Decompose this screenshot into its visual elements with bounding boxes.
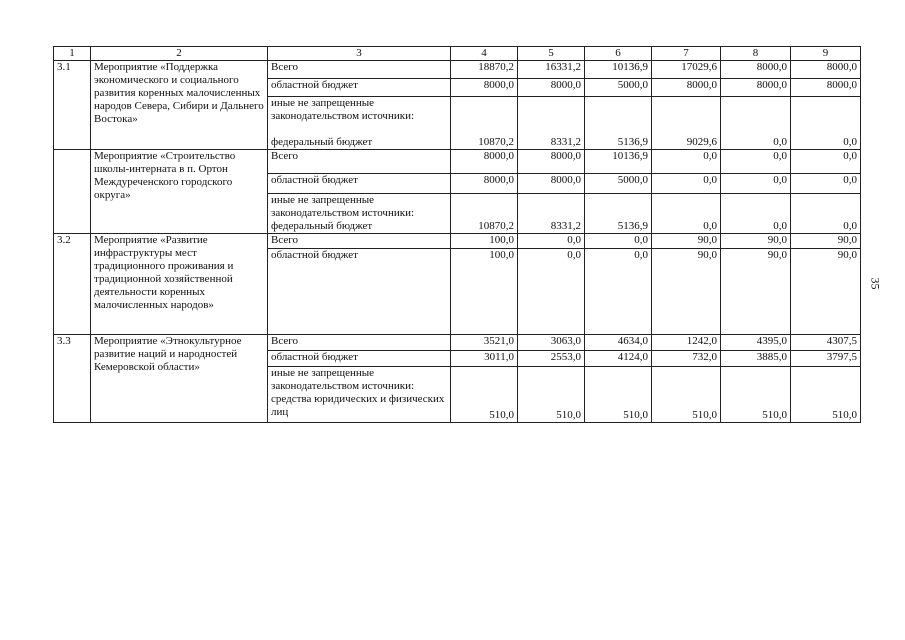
value-cell: 90,0 xyxy=(652,234,721,249)
header-cell: 7 xyxy=(652,47,721,61)
value-cell: 8000,0 xyxy=(518,150,585,174)
table-row xyxy=(54,234,861,249)
value-cell: 3521,0 xyxy=(451,335,518,351)
header-cell: 9 xyxy=(791,47,861,61)
funding-source: областной бюджет xyxy=(268,249,451,335)
value-cell: 8000,0 xyxy=(451,150,518,174)
value-cell: 9029,6 xyxy=(652,97,721,150)
value-cell: 100,0 xyxy=(451,234,518,249)
value-cell: 8000,0 xyxy=(721,61,791,79)
header-cell: 6 xyxy=(585,47,652,61)
value-cell: 0,0 xyxy=(518,249,585,335)
budget-table xyxy=(53,46,861,423)
value-cell: 0,0 xyxy=(791,97,861,150)
value-cell: 0,0 xyxy=(791,194,861,234)
value-cell: 4634,0 xyxy=(585,335,652,351)
value-cell: 3011,0 xyxy=(451,351,518,367)
value-cell: 2553,0 xyxy=(518,351,585,367)
value-cell: 10136,9 xyxy=(585,150,652,174)
value-cell: 0,0 xyxy=(652,174,721,194)
value-cell: 510,0 xyxy=(585,367,652,423)
value-cell: 8000,0 xyxy=(518,174,585,194)
value-cell: 5136,9 xyxy=(585,194,652,234)
value-cell: 90,0 xyxy=(791,249,861,335)
funding-source: иные не запрещенные законодательством источники: федеральный бюджет xyxy=(268,194,451,234)
header-row xyxy=(54,47,861,61)
measure-name: Мероприятие «Этнокультурное развитие наций и народностей Кемеровской области» xyxy=(91,335,268,423)
page-number: 35 xyxy=(868,277,883,290)
value-cell: 510,0 xyxy=(652,367,721,423)
value-cell: 0,0 xyxy=(721,150,791,174)
row-number: 3.1 xyxy=(54,61,91,150)
row-number xyxy=(54,150,91,234)
table-row xyxy=(54,335,861,351)
value-cell: 0,0 xyxy=(652,194,721,234)
value-cell: 100,0 xyxy=(451,249,518,335)
value-cell: 8000,0 xyxy=(721,79,791,97)
header-cell: 5 xyxy=(518,47,585,61)
row-number: 3.3 xyxy=(54,335,91,423)
value-cell: 8000,0 xyxy=(791,61,861,79)
value-cell: 8000,0 xyxy=(652,79,721,97)
header-cell: 3 xyxy=(268,47,451,61)
funding-source: иные не запрещенные законодательством источники: средства юридических и физических лиц xyxy=(268,367,451,423)
value-cell: 0,0 xyxy=(518,234,585,249)
value-cell: 8331,2 xyxy=(518,194,585,234)
value-cell: 510,0 xyxy=(451,367,518,423)
value-cell: 3797,5 xyxy=(791,351,861,367)
funding-source: областной бюджет xyxy=(268,351,451,367)
funding-source: областной бюджет xyxy=(268,79,451,97)
value-cell: 0,0 xyxy=(791,174,861,194)
value-cell: 90,0 xyxy=(721,249,791,335)
value-cell: 10870,2 xyxy=(451,97,518,150)
value-cell: 8000,0 xyxy=(451,174,518,194)
funding-source: Всего xyxy=(268,150,451,174)
value-cell: 10870,2 xyxy=(451,194,518,234)
header-cell: 1 xyxy=(54,47,91,61)
header-cell: 4 xyxy=(451,47,518,61)
value-cell: 8331,2 xyxy=(518,97,585,150)
value-cell: 0,0 xyxy=(585,234,652,249)
funding-source: областной бюджет xyxy=(268,174,451,194)
value-cell: 4124,0 xyxy=(585,351,652,367)
value-cell: 0,0 xyxy=(721,97,791,150)
value-cell: 16331,2 xyxy=(518,61,585,79)
value-cell: 0,0 xyxy=(721,174,791,194)
value-cell: 4307,5 xyxy=(791,335,861,351)
value-cell: 3885,0 xyxy=(721,351,791,367)
value-cell: 90,0 xyxy=(791,234,861,249)
measure-name: Мероприятие «Развитие инфраструктуры мест традиционного проживания и традиционной хозяйственной деятельности коренных малочисленных народов» xyxy=(91,234,268,335)
funding-source: Всего xyxy=(268,234,451,249)
value-cell: 732,0 xyxy=(652,351,721,367)
value-cell: 5136,9 xyxy=(585,97,652,150)
table-row xyxy=(54,61,861,79)
value-cell: 1242,0 xyxy=(652,335,721,351)
value-cell: 510,0 xyxy=(518,367,585,423)
value-cell: 0,0 xyxy=(791,150,861,174)
value-cell: 10136,9 xyxy=(585,61,652,79)
value-cell: 17029,6 xyxy=(652,61,721,79)
value-cell: 5000,0 xyxy=(585,79,652,97)
funding-source: Всего xyxy=(268,335,451,351)
row-number: 3.2 xyxy=(54,234,91,335)
measure-name: Мероприятие «Строительство школы-интерната в п. Ортон Междуреченского городского округа» xyxy=(91,150,268,234)
table-row xyxy=(54,150,861,174)
value-cell: 510,0 xyxy=(721,367,791,423)
value-cell: 3063,0 xyxy=(518,335,585,351)
value-cell: 8000,0 xyxy=(518,79,585,97)
funding-source: Всего xyxy=(268,61,451,79)
value-cell: 90,0 xyxy=(721,234,791,249)
measure-name: Мероприятие «Поддержка экономического и социального развития коренных малочисленных народов Севера, Сибири и Дальнего Востока» xyxy=(91,61,268,150)
value-cell: 0,0 xyxy=(652,150,721,174)
value-cell: 5000,0 xyxy=(585,174,652,194)
value-cell: 8000,0 xyxy=(791,79,861,97)
header-cell: 8 xyxy=(721,47,791,61)
value-cell: 0,0 xyxy=(585,249,652,335)
value-cell: 8000,0 xyxy=(451,79,518,97)
value-cell: 510,0 xyxy=(791,367,861,423)
header-cell: 2 xyxy=(91,47,268,61)
value-cell: 0,0 xyxy=(721,194,791,234)
value-cell: 18870,2 xyxy=(451,61,518,79)
funding-source: иные не запрещенные законодательством источники: федеральный бюджет xyxy=(268,97,451,150)
value-cell: 90,0 xyxy=(652,249,721,335)
value-cell: 4395,0 xyxy=(721,335,791,351)
